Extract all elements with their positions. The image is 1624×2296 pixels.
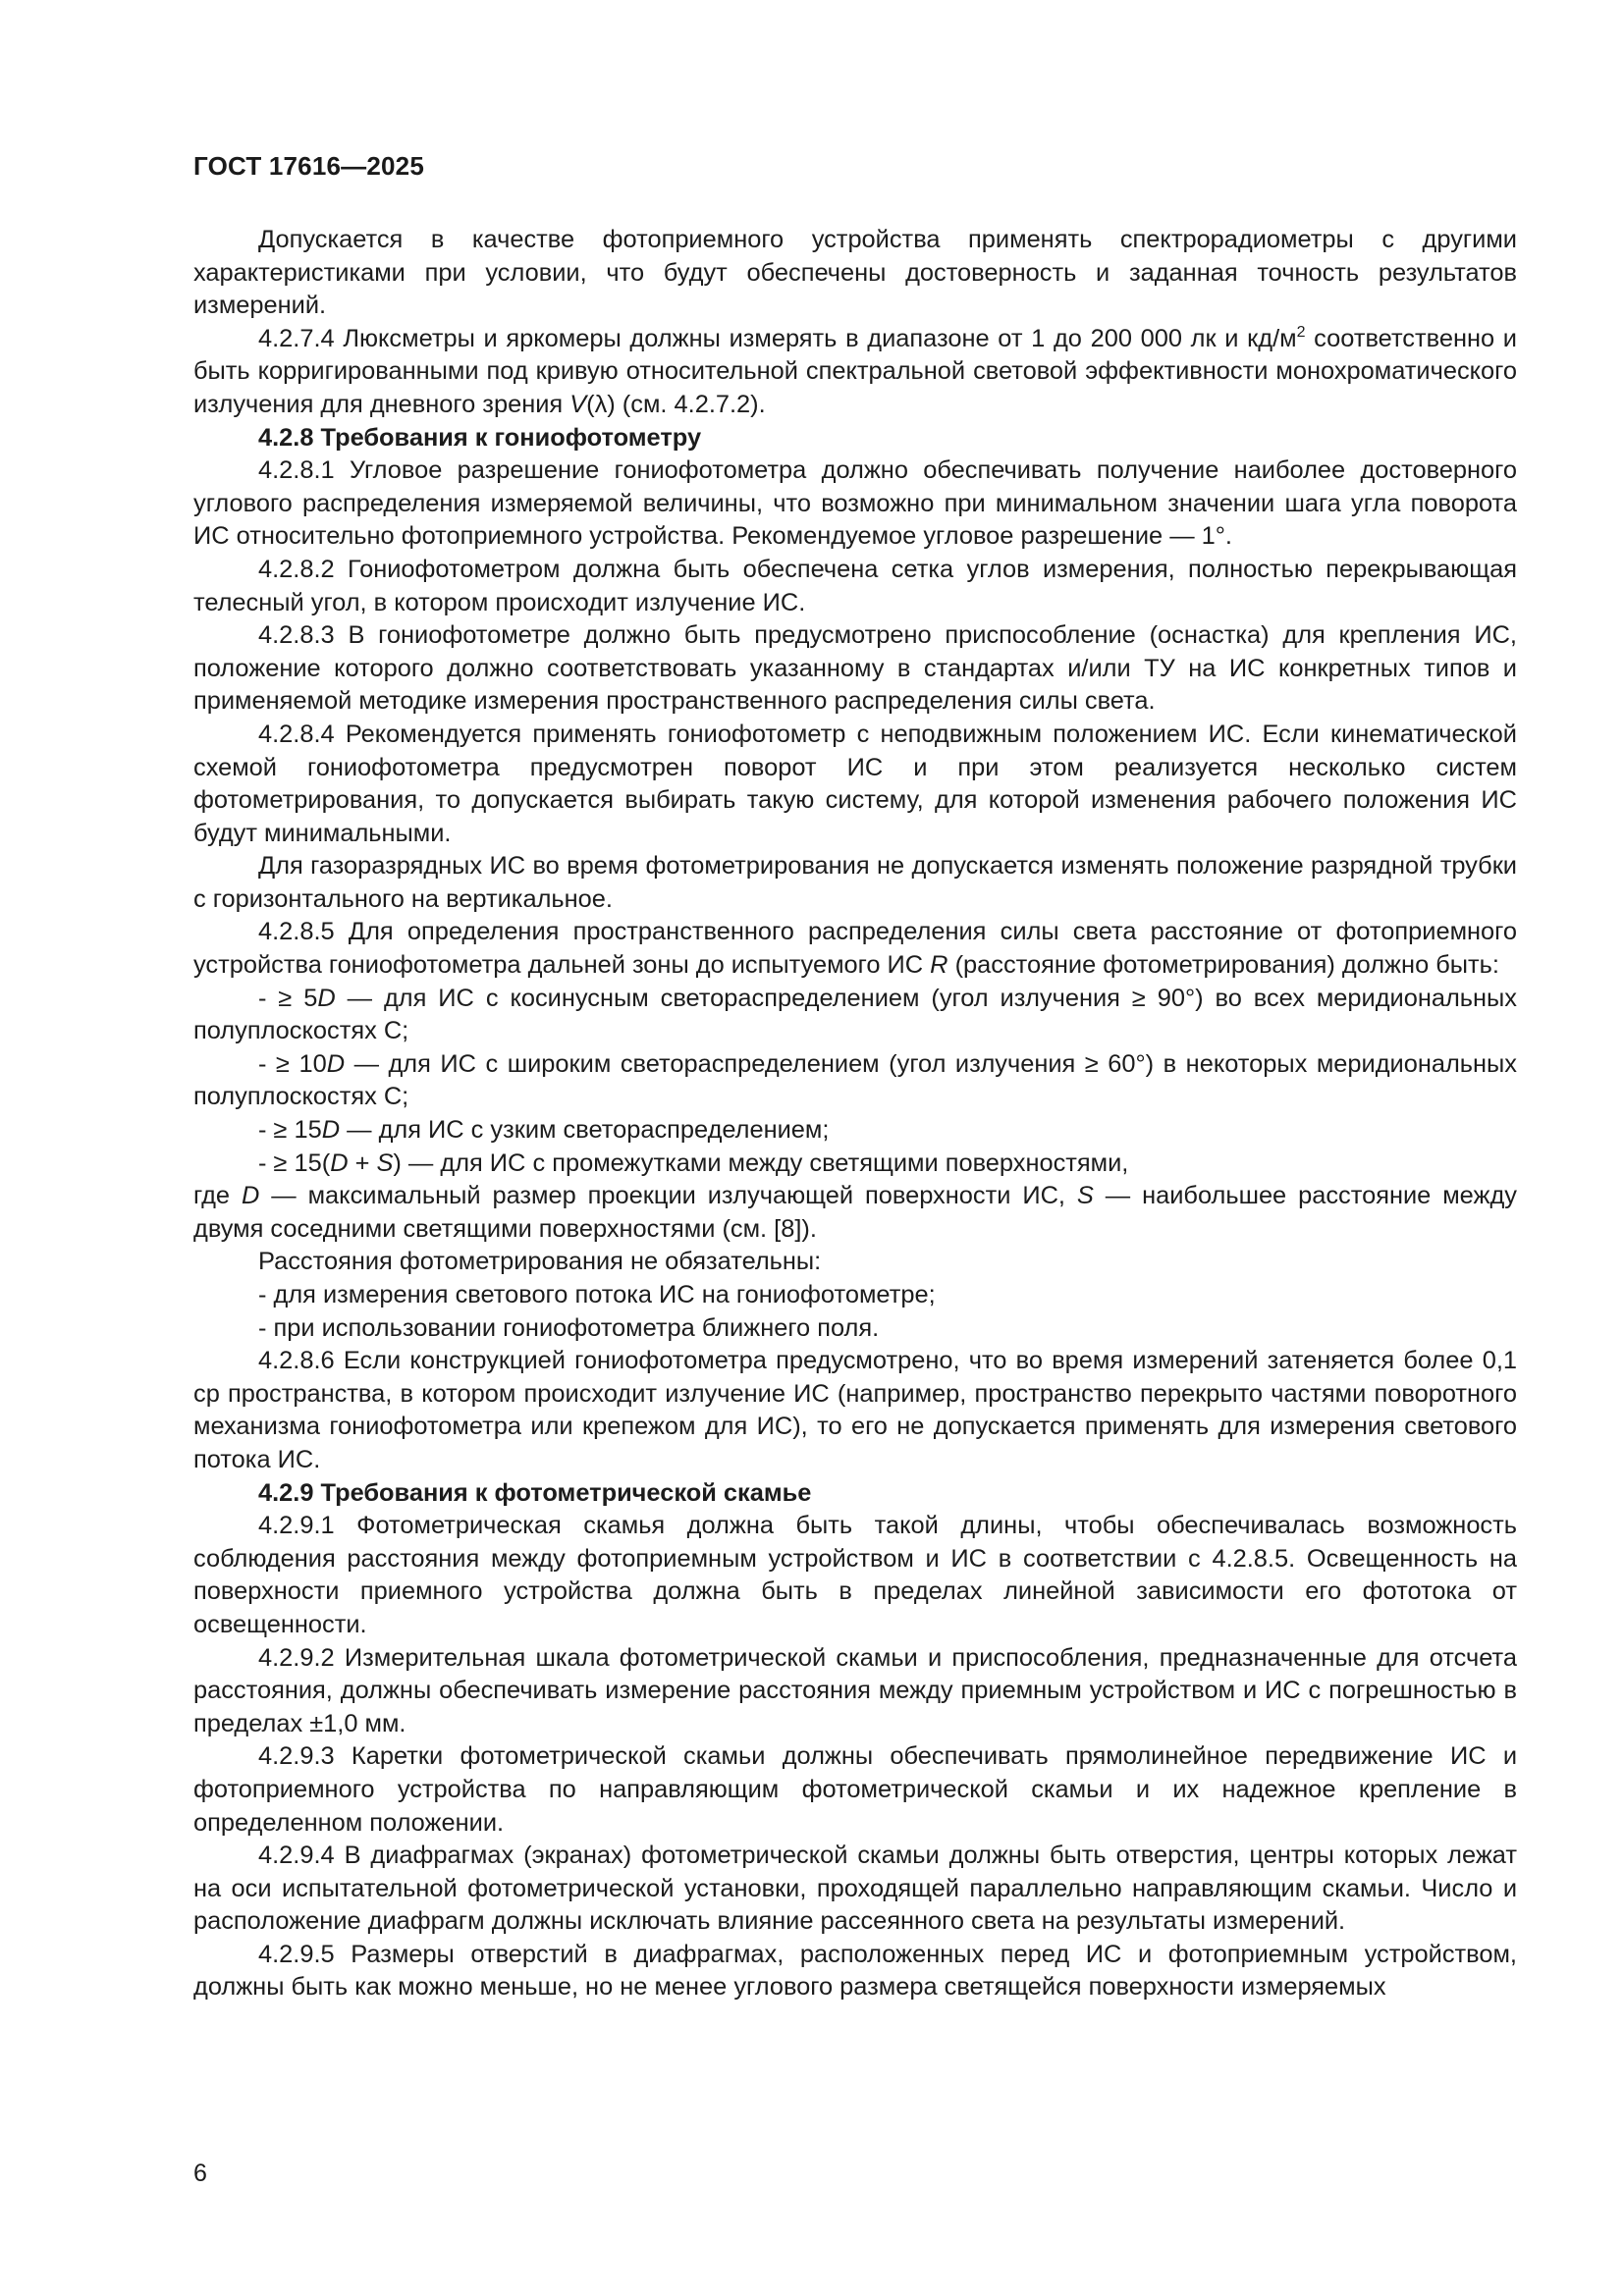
symbol-d: D: [330, 1148, 349, 1177]
list-item-15d-prefix: - ≥ 15: [258, 1116, 322, 1145]
list-item-5d-text: — для ИС с косинусным светораспределением (угол излучения ≥ 90°) во всех меридиональных полуплоскостях С;: [193, 984, 1518, 1045]
paragraph-4-2-8-5: [193, 916, 1517, 982]
list-item-5d: [193, 983, 1517, 1048]
paragraph-4-2-8-6: 4.2.8.6 Если конструкцией гониофотометра предусмотрено, что во время измерений затеняется более 0,1 ср пространства, в котором происходит излучение ИС (например, пространство перекрыто частями поворотного механизма гониофотометра или крепежом для ИС), то его не допускается применять для измерения светового потока ИС.: [193, 1347, 1517, 1473]
list-item-10d: [193, 1048, 1517, 1114]
page-number: 6: [193, 2160, 207, 2187]
paragraph-distances-optional: Расстояния фотометрирования не обязательны:: [258, 1248, 822, 1276]
list-item-5d-prefix: - ≥ 5: [258, 984, 318, 1012]
symbol-s: S: [1076, 1182, 1094, 1210]
paragraph-where-text-a: где: [193, 1182, 242, 1210]
paragraph-4-2-7-4-text-b: соответственно и быть корригированными под кривую относительной спектральной световой эффективности монохроматического излучения для дневного зрения: [193, 324, 1517, 418]
superscript-2: 2: [1296, 323, 1306, 341]
paragraph-4-2-7-4-text-a: 4.2.7.4 Люксметры и яркомеры должны измерять в диапазоне от 1 до 200 000 лк и кд/м: [258, 324, 1297, 352]
list-item-10d-text: — для ИС с широким светораспределением (угол излучения ≥ 60°) в некоторых меридиональных полуплоскостях С;: [193, 1049, 1517, 1111]
paragraph-4-2-9-2: 4.2.9.2 Измерительная шкала фотометрической скамьи и приспособления, предназначенные для отсчета расстояния, должны обеспечивать измерение расстояния между приемным устройством и ИС с погрешностью в пределах ±1,0 мм.: [193, 1643, 1517, 1737]
plus-sign: +: [348, 1148, 377, 1177]
symbol-d: D: [326, 1049, 346, 1078]
paragraph-where-text-c: — наибольшее расстояние между двумя соседними светящими поверхностями (см. [8]).: [193, 1182, 1518, 1243]
symbol-r: R: [930, 951, 948, 980]
paragraph-4-2-8-5-text-a: 4.2.8.5 Для определения пространственного распределения силы света расстояние от фотоприемного устройства гониофотометра дальней зоны до испытуемого ИС: [193, 918, 1517, 980]
list-item-15-d-plus-s: [193, 1148, 1517, 1181]
list-item-15-d-plus-s-text: ) — для ИС с промежутками между светящими поверхностями,: [393, 1148, 1129, 1177]
paragraph-spectroradiometers: Допускается в качестве фотоприемного устройства применять спектрорадиометры с другими характеристиками при условии, что будут обеспечены достоверность и заданная точность результатов измерений.: [193, 226, 1517, 320]
paragraph-gas-discharge: Для газоразрядных ИС во время фотометрирования не допускается изменять положение разрядной трубки с горизонтального на вертикальное.: [193, 852, 1517, 913]
list-item-15d-text: — для ИС с узким светораспределением;: [340, 1116, 830, 1145]
symbol-d: D: [242, 1182, 260, 1210]
list-item-10d-prefix: - ≥ 10: [258, 1049, 327, 1078]
paragraph-4-2-8-5-text-b: (расстояние фотометрирования) должно быть:: [947, 951, 1499, 980]
paragraph-4-2-7-4-text-c: (λ) (см. 4.2.7.2).: [586, 390, 766, 418]
symbol-d: D: [321, 1116, 341, 1145]
list-item-15d: [193, 1114, 1517, 1148]
paragraph-where-text-b: — максимальный размер проекции излучающей поверхности ИС,: [259, 1182, 1077, 1210]
paragraph-4-2-9-3: 4.2.9.3 Каретки фотометрической скамьи должны обеспечивать прямолинейное передвижение ИС и фотоприемного устройства по направляющим фотометрической скамьи и их надежное крепление в определенном положении.: [193, 1742, 1517, 1837]
paragraph-4-2-8-4: 4.2.8.4 Рекомендуется применять гониофотометр с неподвижным положением ИС. Если кинематической схемой гониофотометра предусмотрен поворот ИС и при этом реализуется несколько систем фотометрирования, то допускается выбирать такую систему, для которой изменения рабочего положения ИС будут минимальными.: [193, 720, 1517, 847]
heading-4-2-9: 4.2.9 Требования к фотометрической скамье: [258, 1478, 812, 1507]
heading-4-2-8: 4.2.8 Требования к гониофотометру: [258, 423, 702, 452]
list-item-near-field: - при использовании гониофотометра ближнего поля.: [258, 1313, 880, 1342]
paragraph-4-2-9-1: 4.2.9.1 Фотометрическая скамья должна быть такой длины, чтобы обеспечивалась возможность соблюдения расстояния между фотоприемным устройством и ИС в соответствии с 4.2.8.5. Освещенность на поверхности приемного устройства должна быть в пределах линейной зависимости его фототока от освещенности.: [193, 1512, 1517, 1638]
document-header: ГОСТ 17616—2025: [193, 151, 424, 181]
paragraph-4-2-7-4: [193, 323, 1517, 422]
symbol-d: D: [317, 984, 336, 1012]
list-item-luminous-flux: - для измерения светового потока ИС на гониофотометре;: [258, 1281, 936, 1308]
paragraph-4-2-8-1: 4.2.8.1 Угловое разрешение гониофотометра должно обеспечивать получение наиболее достоверного углового распределения измеряемой величины, что возможно при минимальном значении шага угла поворота ИС относительно фотоприемного устройства. Рекомендуемое угловое разрешение — 1°.: [193, 456, 1517, 551]
paragraph-4-2-9-5: 4.2.9.5 Размеры отверстий в диафрагмах, расположенных перед ИС и фотоприемным устройством, должны быть как можно меньше, но не менее углового размера светящейся поверхности измеряемых: [193, 1940, 1517, 2002]
symbol-s: S: [376, 1148, 394, 1177]
symbol-v: V: [569, 390, 587, 418]
paragraph-4-2-9-4: 4.2.9.4 В диафрагмах (экранах) фотометрической скамьи должны быть отверстия, центры которых лежат на оси испытательной фотометрической установки, проходящей параллельно направляющим скамьи. Число и расположение диафрагм должны исключать влияние рассеянного света на результаты измерений.: [193, 1842, 1517, 1936]
document-body: [193, 224, 1517, 2004]
paragraph-4-2-8-2: 4.2.8.2 Гониофотометром должна быть обеспечена сетка углов измерения, полностью перекрывающая телесный угол, в котором происходит излучение ИС.: [193, 555, 1517, 616]
list-item-15-d-plus-s-prefix: - ≥ 15(: [258, 1148, 331, 1177]
paragraph-4-2-8-3: 4.2.8.3 В гониофотометре должно быть предусмотрено приспособление (оснастка) для крепления ИС, положение которого должно соответствовать указанному в стандартах и/или ТУ на ИС конкретных типов и применяемой методике измерения пространственного распределения силы света.: [193, 621, 1517, 716]
paragraph-where: [193, 1180, 1517, 1246]
